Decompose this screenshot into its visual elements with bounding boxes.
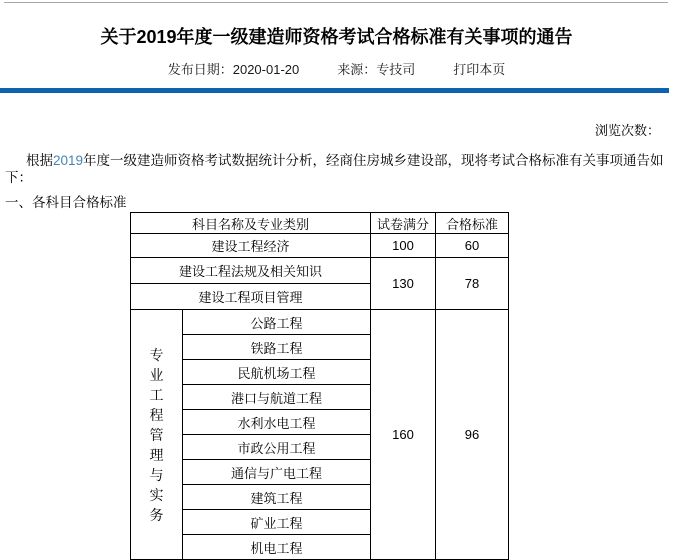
source (337, 62, 415, 78)
cell-subject: 铁路工程 (183, 335, 371, 360)
section-title: 一、各科目合格标准 (5, 195, 127, 210)
publish-date-value: 2020-01-20 (232, 62, 300, 77)
cell-pass-score: 60 (436, 234, 509, 258)
intro-paragraph (5, 152, 673, 186)
cell-subject: 建设工程法规及相关知识 (131, 258, 371, 284)
table-row (131, 234, 509, 258)
cell-subject: 市政公用工程 (183, 435, 371, 460)
source-label: 来源： (337, 62, 377, 77)
col-header-subject: 科目名称及专业类别 (131, 213, 371, 234)
cell-subject: 建设工程经济 (131, 234, 371, 258)
publish-date-label: 发布日期： (167, 62, 233, 77)
page-title: 关于2019年度一级建造师资格考试合格标准有关事项的通告 (100, 27, 573, 47)
group-label-cell (131, 310, 183, 560)
top-divider-line (4, 2, 668, 3)
intro-year: 2019 (53, 153, 84, 168)
cell-full-score: 100 (371, 234, 436, 258)
group-label-vertical: 专业工程管理与实务 (149, 346, 164, 523)
cell-subject: 港口与航道工程 (183, 385, 371, 410)
cell-subject: 公路工程 (183, 310, 371, 335)
cell-pass-score: 78 (436, 258, 509, 310)
article-meta-row (0, 62, 673, 78)
cell-subject: 建筑工程 (183, 485, 371, 510)
col-header-full-score: 试卷满分 (371, 213, 436, 234)
cell-subject: 矿业工程 (183, 510, 371, 535)
cell-full-score: 130 (371, 258, 436, 310)
table-row (131, 310, 509, 335)
col-header-pass-score: 合格标准 (436, 213, 509, 234)
source-value: 专技司 (376, 62, 416, 77)
intro-prefix: 根据 (26, 153, 53, 168)
article-body (5, 152, 673, 560)
cell-subject: 机电工程 (183, 535, 371, 560)
table-header-row (131, 213, 509, 234)
intro-suffix: 年度一级建造师资格考试数据统计分析，经商住房城乡建设部，现将考试合格标准有关事项通告如下： (5, 153, 664, 185)
cell-subject: 通信与广电工程 (183, 460, 371, 485)
pass-standards-table (130, 212, 509, 560)
cell-subject: 水利水电工程 (183, 410, 371, 435)
view-count-label: 浏览次数： (594, 123, 660, 138)
cell-subject: 建设工程项目管理 (131, 284, 371, 310)
table-row (131, 258, 509, 284)
cell-full-score: 160 (371, 310, 436, 560)
cell-subject: 民航机场工程 (183, 360, 371, 385)
publish-date (168, 62, 300, 78)
cell-pass-score: 96 (436, 310, 509, 560)
header-divider-bar (0, 88, 669, 93)
print-page-link[interactable]: 打印本页 (453, 62, 506, 77)
